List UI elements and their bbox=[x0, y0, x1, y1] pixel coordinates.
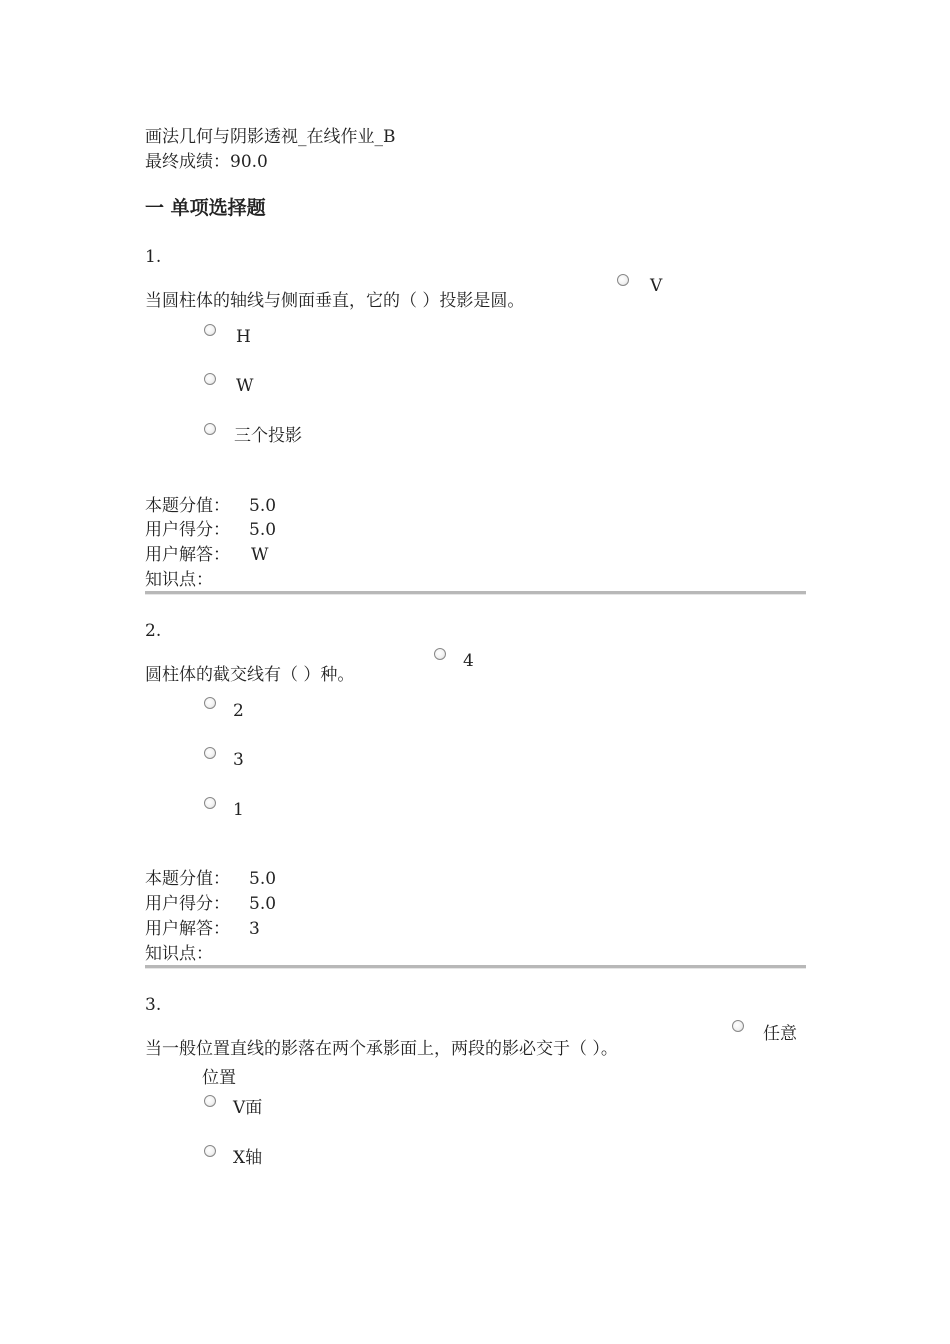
option-radio[interactable] bbox=[204, 797, 216, 809]
option-label: H bbox=[236, 327, 251, 347]
user-answer-value: 3 bbox=[249, 919, 260, 939]
option-label: V面 bbox=[233, 1098, 263, 1118]
option-radio[interactable] bbox=[204, 373, 216, 385]
divider bbox=[145, 965, 806, 969]
option-radio[interactable] bbox=[617, 274, 629, 286]
option-label: 1 bbox=[233, 800, 244, 820]
option-label: W bbox=[236, 376, 254, 396]
score-value: 5.0 bbox=[249, 496, 277, 516]
option-radio[interactable] bbox=[732, 1020, 744, 1032]
score-label: 本题分值： bbox=[145, 869, 230, 889]
user-score-value: 5.0 bbox=[249, 894, 277, 914]
divider bbox=[145, 591, 806, 595]
question-number: 3. bbox=[145, 995, 162, 1015]
option-radio[interactable] bbox=[204, 1145, 216, 1157]
question-text: 圆柱体的截交线有（ ）种。 bbox=[145, 665, 355, 685]
knowledge-label: 知识点： bbox=[145, 570, 213, 590]
option-label: 3 bbox=[233, 750, 244, 770]
section-title: 一 单项选择题 bbox=[145, 197, 266, 219]
option-radio[interactable] bbox=[204, 697, 216, 709]
question-text: 当一般位置直线的影落在两个承影面上，两段的影必交于（ ）。 bbox=[145, 1039, 618, 1059]
option-radio[interactable] bbox=[204, 423, 216, 435]
question-number: 1. bbox=[145, 247, 162, 267]
final-grade: 最终成绩：90.0 bbox=[145, 152, 268, 172]
option-radio[interactable] bbox=[434, 648, 446, 660]
question-number: 2. bbox=[145, 621, 162, 641]
user-answer-label: 用户解答： bbox=[145, 919, 230, 939]
option-radio[interactable] bbox=[204, 747, 216, 759]
score-value: 5.0 bbox=[249, 869, 277, 889]
user-score-value: 5.0 bbox=[249, 520, 277, 540]
option-label: V bbox=[650, 276, 663, 296]
option-label: 4 bbox=[463, 651, 474, 671]
user-score-label: 用户得分： bbox=[145, 520, 230, 540]
user-answer-value: W bbox=[251, 545, 269, 565]
option-label-continuation: 位置 bbox=[202, 1068, 236, 1088]
option-radio[interactable] bbox=[204, 324, 216, 336]
question-text: 当圆柱体的轴线与侧面垂直，它的（ ）投影是圆。 bbox=[145, 291, 525, 311]
option-label: 2 bbox=[233, 701, 244, 721]
option-radio[interactable] bbox=[204, 1095, 216, 1107]
score-label: 本题分值： bbox=[145, 496, 230, 516]
knowledge-label: 知识点： bbox=[145, 944, 213, 964]
option-label: 任意 bbox=[763, 1024, 797, 1044]
assignment-title: 画法几何与阴影透视_在线作业_B bbox=[145, 127, 396, 147]
user-answer-label: 用户解答： bbox=[145, 545, 230, 565]
user-score-label: 用户得分： bbox=[145, 894, 230, 914]
option-label: X轴 bbox=[233, 1148, 263, 1168]
option-label: 三个投影 bbox=[234, 426, 302, 446]
